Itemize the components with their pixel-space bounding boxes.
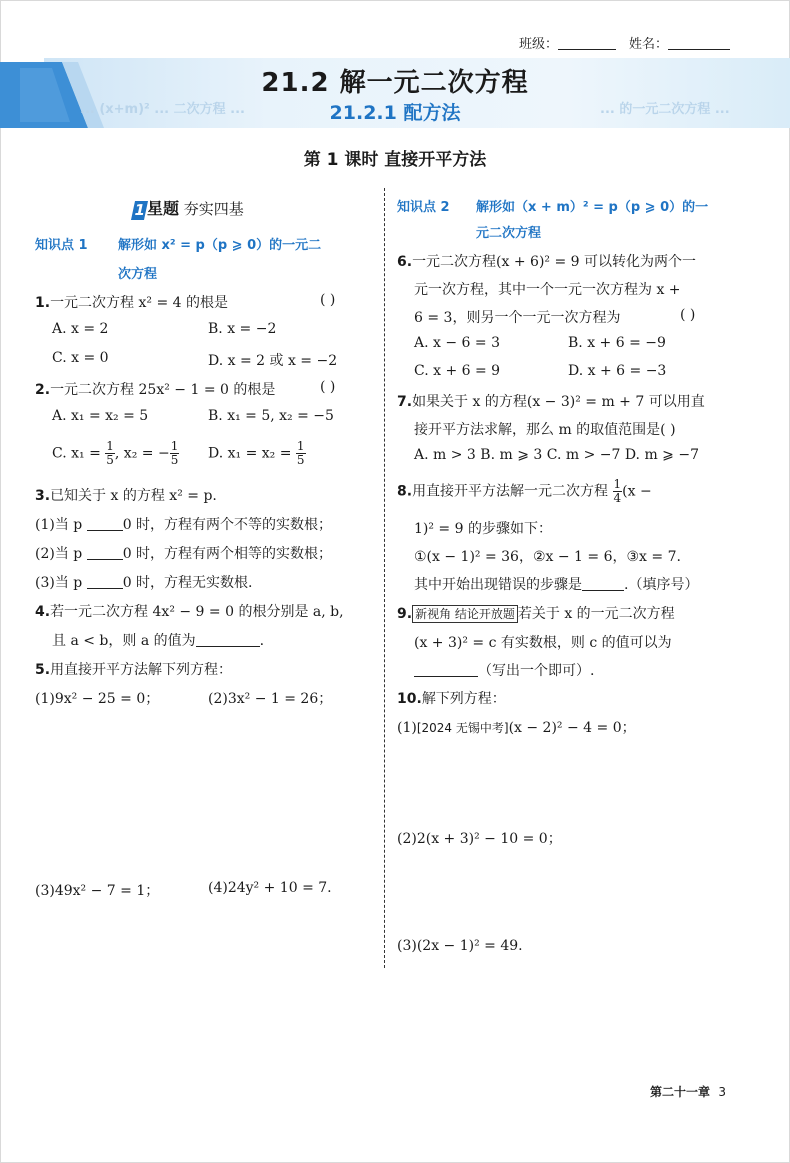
answer-blank[interactable] <box>582 577 624 591</box>
answer-paren[interactable]: ( ) <box>680 307 696 323</box>
option-c[interactable] <box>52 440 179 467</box>
part-equation: (x − 2)² − 4 = 0； <box>508 720 636 736</box>
part-prefix: (2)当 p <box>35 546 83 562</box>
question-5-part-4: (4)24y² + 10 = 7. <box>208 880 332 896</box>
question-10-part-3: (3)(2x − 1)² = 49. <box>397 938 523 954</box>
question-4 <box>35 601 344 621</box>
part-prefix: (1) <box>397 720 417 736</box>
question-number: 4. <box>35 604 51 620</box>
question-number: 6. <box>397 254 413 270</box>
answer-blank[interactable] <box>414 663 478 677</box>
knowledge-point-1-title-cont: 次方程 <box>118 267 158 282</box>
fraction-numerator: 1 <box>170 439 179 453</box>
class-field <box>519 33 616 52</box>
option-a[interactable]: A. x − 6 = 3 <box>414 335 500 351</box>
question-10-part-1 <box>397 717 636 737</box>
option-b[interactable]: B. x₁ = 5, x₂ = −5 <box>208 408 334 424</box>
question-6 <box>397 251 696 271</box>
answer-paren[interactable]: ( ) <box>320 292 336 308</box>
question-7-line-2: 接开平方法求解，那么 m 的取值范围是( ) <box>414 422 676 438</box>
question-number: 1. <box>35 295 51 311</box>
banner-ghost-right: ... 的一元二次方程 ... <box>600 102 730 117</box>
question-stem: 一元二次方程 25x² − 1 = 0 的根是 <box>50 382 276 398</box>
class-label: 班级： <box>519 37 559 52</box>
question-stem: 一元二次方程 x² = 4 的根是 <box>50 295 229 311</box>
column-divider <box>384 188 385 968</box>
question-number: 5. <box>35 662 51 678</box>
fraction-denominator: 4 <box>613 491 622 505</box>
line-suffix: .（填序号） <box>624 577 699 593</box>
knowledge-point-2-title-cont: 元二次方程 <box>476 226 542 241</box>
name-field <box>629 33 730 52</box>
question-8-line-2: 1)² = 9 的步骤如下： <box>414 521 552 537</box>
option-a[interactable]: A. x = 2 <box>52 321 109 337</box>
chapter-label: 第二十一章 <box>650 1085 711 1099</box>
question-6-line-3: 6 = 3，则另一个一元一次方程为 <box>414 310 621 326</box>
section-title: 21.2 解一元二次方程 <box>261 68 529 98</box>
subsection-title: 21.2.1 配方法 <box>329 102 461 124</box>
section-name: 星题 <box>147 199 180 218</box>
question-8 <box>397 478 652 505</box>
question-1 <box>35 292 228 312</box>
question-stem-cont: (x − <box>622 483 652 500</box>
fraction-denominator: 5 <box>106 453 114 467</box>
question-number: 2. <box>35 382 51 398</box>
section-number-badge: 1 <box>132 201 147 219</box>
knowledge-point-1-title: 解形如 x² = p（p ⩾ 0）的一元二 <box>118 238 322 253</box>
question-7-options[interactable]: A. m > 3 B. m ⩾ 3 C. m > −7 D. m ⩾ −7 <box>414 447 700 463</box>
fraction-denominator: 5 <box>170 453 179 467</box>
line-suffix: . <box>259 633 265 649</box>
option-d-prefix: D. x₁ = x₂ = <box>208 445 292 462</box>
question-3-part-3 <box>35 572 253 592</box>
option-c-prefix: C. x₁ = <box>52 445 101 462</box>
knowledge-point-1-label: 知识点 1 <box>35 238 88 253</box>
question-stem: 若关于 x 的一元二次方程 <box>517 606 675 622</box>
question-9-line-2: (x + 3)² = c 有实数根，则 c 的值可以为 <box>414 635 672 651</box>
line-prefix: 且 a < b，则 a 的值为 <box>52 633 196 649</box>
section-heading <box>133 196 244 220</box>
part-suffix: 0 时，方程有两个不等的实数根； <box>122 517 333 533</box>
question-5-part-2: (2)3x² − 1 = 26； <box>208 691 333 707</box>
knowledge-point-2-title: 解形如（x + m）² = p（p ⩾ 0）的一 <box>476 200 709 215</box>
class-blank[interactable] <box>558 37 616 50</box>
knowledge-point-2-label: 知识点 2 <box>397 200 450 215</box>
question-10-part-2: (2)2(x + 3)² − 10 = 0； <box>397 831 562 847</box>
question-number: 7. <box>397 394 413 410</box>
question-9 <box>397 603 675 623</box>
fraction-numerator: 1 <box>613 477 622 491</box>
question-6-line-2: 元一次方程，其中一个一元一次方程为 x + <box>414 282 681 298</box>
question-5-part-1: (1)9x² − 25 = 0； <box>35 691 160 707</box>
exam-source-tag: [2024 无锡中考] <box>416 721 509 735</box>
banner-ghost-left: ... (x+m)² ... 二次方程 ... <box>80 102 245 117</box>
page-footer <box>650 1083 726 1100</box>
fraction-numerator: 1 <box>106 439 114 453</box>
option-a[interactable]: A. x₁ = x₂ = 5 <box>52 408 149 424</box>
fraction-numerator: 1 <box>296 439 305 453</box>
question-7 <box>397 391 705 411</box>
answer-blank[interactable] <box>87 546 123 560</box>
answer-blank[interactable] <box>196 633 260 647</box>
part-prefix: (1)当 p <box>35 517 83 533</box>
question-stem: 解下列方程： <box>421 691 506 707</box>
question-2 <box>35 379 275 399</box>
fraction-denominator: 5 <box>296 453 305 467</box>
question-10 <box>397 688 506 708</box>
part-suffix: 0 时，方程有两个相等的实数根； <box>122 546 333 562</box>
page-number: 3 <box>718 1085 727 1099</box>
question-stem: 如果关于 x 的方程(x − 3)² = m + 7 可以用直 <box>412 394 705 410</box>
question-3-part-2 <box>35 543 332 563</box>
line-prefix: 其中开始出现错误的步骤是 <box>414 577 582 593</box>
option-d[interactable]: D. x + 6 = −3 <box>568 363 667 379</box>
fraction <box>105 440 115 467</box>
question-3 <box>35 485 217 505</box>
option-c[interactable]: C. x = 0 <box>52 350 109 366</box>
lesson-title: 第 1 课时 直接开平方法 <box>303 150 487 170</box>
question-3-part-1 <box>35 514 332 534</box>
option-d[interactable] <box>208 440 306 467</box>
question-8-line-4 <box>414 574 698 594</box>
question-stem: 已知关于 x 的方程 x² = p. <box>50 488 217 504</box>
fraction <box>170 440 180 467</box>
section-subtitle: 夯实四基 <box>179 200 244 218</box>
new-perspective-tag: 新视角 结论开放题 <box>412 605 518 623</box>
option-c[interactable]: C. x + 6 = 9 <box>414 363 501 379</box>
question-number: 3. <box>35 488 51 504</box>
answer-paren[interactable]: ( ) <box>320 379 336 395</box>
question-stem: 用直接开平方法解下列方程： <box>50 662 233 678</box>
question-5 <box>35 659 232 679</box>
option-c-mid: , x₂ = − <box>114 445 170 462</box>
fraction <box>296 440 306 467</box>
part-suffix: 0 时，方程无实数根. <box>122 575 253 591</box>
option-d[interactable]: D. x = 2 或 x = −2 <box>208 353 338 369</box>
part-prefix: (3)当 p <box>35 575 83 591</box>
name-label: 姓名： <box>629 37 669 52</box>
question-4-line-2 <box>52 630 264 650</box>
fraction <box>613 478 623 505</box>
question-stem: 用直接开平方法解一元二次方程 <box>412 483 609 500</box>
question-stem: 一元二次方程(x + 6)² = 9 可以转化为两个一 <box>412 254 697 270</box>
question-stem: 若一元二次方程 4x² − 9 = 0 的根分别是 a, b, <box>50 604 344 620</box>
answer-blank[interactable] <box>87 575 123 589</box>
question-number: 9. <box>397 606 413 622</box>
option-b[interactable]: B. x = −2 <box>208 321 277 337</box>
question-5-part-3: (3)49x² − 7 = 1； <box>35 883 160 899</box>
question-8-steps: ①(x − 1)² = 36，②x − 1 = 6，③x = 7. <box>414 549 681 565</box>
line-suffix: （写出一个即可）. <box>478 663 595 679</box>
question-number: 8. <box>397 483 413 500</box>
answer-blank[interactable] <box>87 517 123 531</box>
name-blank[interactable] <box>668 37 730 50</box>
question-number: 10. <box>397 691 422 707</box>
question-9-line-3 <box>414 660 594 680</box>
option-b[interactable]: B. x + 6 = −9 <box>568 335 666 351</box>
